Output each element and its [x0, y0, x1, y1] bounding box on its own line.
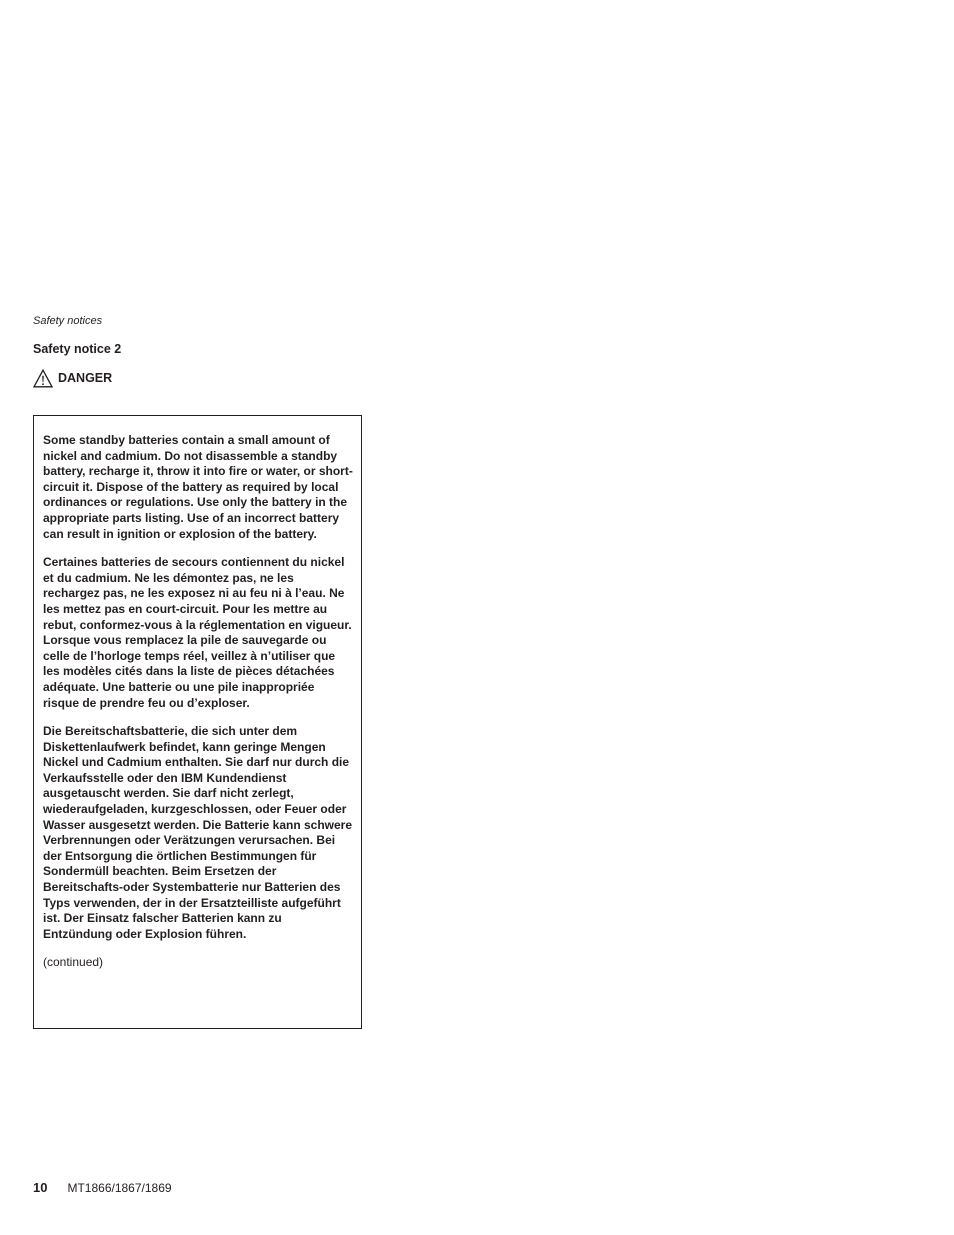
notice-title: Safety notice 2	[33, 342, 122, 356]
running-header: Safety notices	[33, 315, 103, 327]
page-number: 10	[33, 1180, 48, 1195]
notice-paragraph-english: Some standby batteries contain a small amount of nickel and cadmium. Do not disassemble a standby battery, recharge it, throw it into fire or water, or short-circuit it. Dispose of the battery as required by local ordinances or regulations. Use only the battery in the appropriate parts listing. Use of an incorrect battery can result in ignition or explosion of the battery.	[43, 433, 353, 541]
danger-heading	[33, 368, 112, 388]
notice-paragraph-french: Certaines batteries de secours contiennent du nickel et du cadmium. Ne les démontez pas, ne les rechargez pas, ne les exposez ni au feu ni à l’eau. Ne les mettez pas en court-circuit. Pour les mettre au rebut, conformez-vous à la réglementation en vigueur. Lorsque vous remplacez la pile de sauvegarde ou celle de l’horloge temps réel, veillez à n’utiliser que les modèles cités dans la liste de pièces détachées adéquate. Une batterie ou une pile inappropriée risque de prendre feu ou d’exploser.	[43, 555, 352, 710]
danger-label: DANGER	[58, 370, 113, 385]
danger-notice-box	[33, 415, 362, 1029]
continued-label: (continued)	[43, 955, 104, 970]
notice-paragraph-german: Die Bereitschaftsbatterie, die sich unter dem Diskettenlaufwerk befindet, kann geringe Mengen Nickel und Cadmium enthalten. Sie darf nur durch die Verkaufsstelle oder den IBM Kundendienst ausgetauscht werden. Sie darf nicht zerlegt, wiederaufgeladen, kurzgeschlossen, oder Feuer oder Wasser ausgesetzt werden. Die Batterie kann schwere Verbrennungen oder Verätzungen verursachen. Bei der Entsorgung die örtlichen Bestimmungen für Sondermüll beachten. Beim Ersetzen der Bereitschafts-oder Systembatterie nur Batterien des Typs verwenden, der in der Ersatzteilliste aufgeführt ist. Der Einsatz falscher Batterien kann zu Entzündung oder Explosion führen.	[43, 724, 353, 941]
document-id: MT1866/1867/1869	[67, 1181, 172, 1195]
page-footer	[33, 1180, 172, 1196]
warning-triangle-icon	[33, 369, 53, 388]
